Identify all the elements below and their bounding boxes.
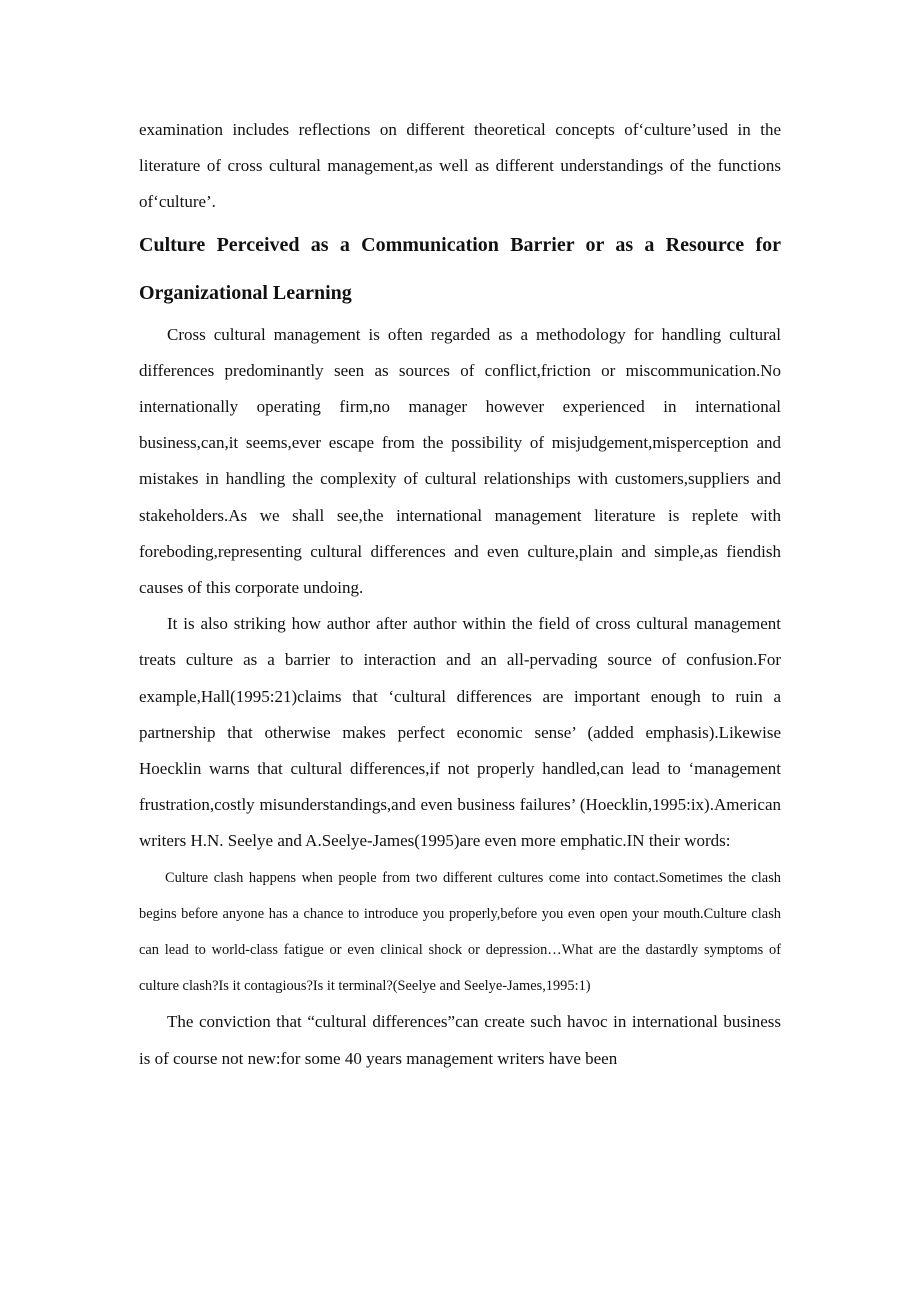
intro-continuation-paragraph: examination includes reflections on different theoretical concepts of‘culture’used in the literature of cross cultural management,as well as different understandings of the functions of‘culture’. xyxy=(139,120,781,212)
block-quote: Culture clash happens when people from two different cultures come into contact.Sometimes the clash begins before anyone has a chance to introduce you properly,before you even open your mouth.Culture clash can lead to world-class fatigue or even clinical shock or depression…What are the dastardly symptoms of culture clash?Is it contagious?Is it terminal?(Seelye and Seelye-James,1995:1) xyxy=(139,869,781,995)
body-paragraph-1: Cross cultural management is often regarded as a methodology for handling cultural differences predominantly seen as sources of conflict,friction or miscommunication.No internationally operating firm,no manager however experienced in international business,can,it seems,ever escape from the possibility of misjudgement,misperception and mistakes in handling the complexity of cultural relationships with customers,suppliers and stakeholders.As we shall see,the international management literature is replete with foreboding,representing cultural differences and even culture,plain and simple,as fiendish causes of this corporate undoing. xyxy=(139,324,781,598)
body-paragraph-3: The conviction that “cultural differences”can create such havoc in international business is of course not new:for some 40 years management writers have been xyxy=(139,1012,781,1068)
body-paragraph-2: It is also striking how author after author within the field of cross cultural management treats culture as a barrier to interaction and an all-pervading source of confusion.For example,Hall(1995:21)claims that ‘cultural differences are important enough to ruin a partnership that otherwise makes perfect economic sense’ (added emphasis).Likewise Hoecklin warns that cultural differences,if not properly handled,can lead to ‘management frustration,costly misunderstandings,and even business failures’ (Hoecklin,1995:ix).American writers H.N. Seelye and A.Seelye-James(1995)are even more emphatic.IN their words: xyxy=(139,614,781,851)
section-heading: Culture Perceived as a Communication Barrier or as a Resource for Organizational Learning xyxy=(139,233,781,304)
document-page xyxy=(139,112,781,1077)
